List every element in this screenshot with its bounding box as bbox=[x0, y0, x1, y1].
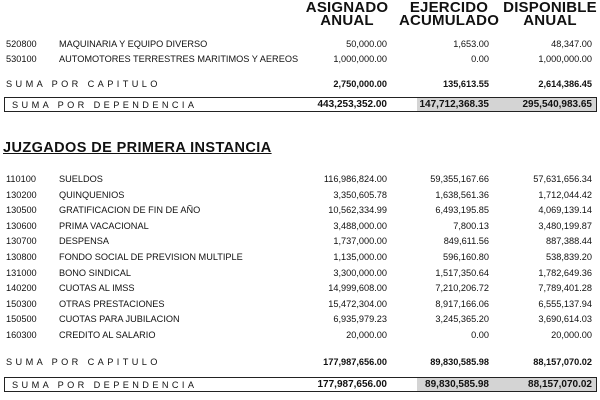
row-asignado: 50,000.00 bbox=[346, 39, 387, 49]
row-ejercido: 59,355,167.66 bbox=[430, 174, 489, 184]
row-ejercido: 8,917,166.06 bbox=[435, 299, 489, 309]
suma-dependencia-disponible: 88,157,070.02 bbox=[528, 379, 592, 390]
row-code: 110100 bbox=[6, 174, 36, 184]
table-row bbox=[0, 203, 600, 217]
row-description: SUELDOS bbox=[59, 174, 103, 184]
suma-dependencia-label: SUMA POR DEPENDENCIA bbox=[12, 100, 198, 110]
row-description: QUINQUENIOS bbox=[59, 190, 125, 200]
suma-dependencia-label: SUMA POR DEPENDENCIA bbox=[12, 380, 198, 390]
row-asignado: 15,472,304.00 bbox=[328, 299, 387, 309]
suma-dependencia-ejercido: 147,712,368.35 bbox=[419, 99, 489, 110]
row-asignado: 1,000,000.00 bbox=[333, 54, 387, 64]
row-disponible: 1,782,649.36 bbox=[538, 268, 592, 278]
row-disponible: 887,388.44 bbox=[546, 236, 592, 246]
row-disponible: 1,000,000.00 bbox=[538, 54, 592, 64]
row-asignado: 14,999,608.00 bbox=[328, 283, 387, 293]
suma-capitulo-disponible: 2,614,386.45 bbox=[538, 79, 592, 89]
header-ejercido-acumulado bbox=[398, 1, 500, 27]
row-ejercido: 7,800.13 bbox=[453, 221, 489, 231]
table-row bbox=[0, 219, 600, 233]
table-row bbox=[0, 312, 600, 326]
suma-dependencia-row bbox=[0, 98, 600, 112]
row-disponible: 57,631,656.34 bbox=[533, 174, 592, 184]
suma-capitulo-disponible: 88,157,070.02 bbox=[533, 357, 592, 367]
row-description: FONDO SOCIAL DE PREVISION MULTIPLE bbox=[59, 252, 243, 262]
row-code: 130800 bbox=[6, 252, 37, 262]
row-code: 530100 bbox=[6, 54, 37, 64]
table-row bbox=[0, 37, 600, 51]
row-code: 130200 bbox=[6, 190, 37, 200]
header-disponible-anual bbox=[496, 1, 600, 27]
row-code: 140200 bbox=[6, 283, 37, 293]
header-disponible-line2: ANUAL bbox=[523, 12, 577, 29]
row-disponible: 7,789,401.28 bbox=[538, 283, 592, 293]
suma-capitulo-label: SUMA POR CAPITULO bbox=[6, 79, 161, 89]
row-ejercido: 1,638,561.36 bbox=[435, 190, 489, 200]
row-asignado: 10,562,334.99 bbox=[328, 205, 387, 215]
table-row bbox=[0, 297, 600, 311]
row-description: MAQUINARIA Y EQUIPO DIVERSO bbox=[59, 39, 208, 49]
table-row bbox=[0, 234, 600, 248]
row-disponible: 6,555,137.94 bbox=[538, 299, 592, 309]
header-asignado-line2: ANUAL bbox=[320, 12, 374, 29]
table-row bbox=[0, 266, 600, 280]
suma-capitulo-row bbox=[0, 77, 600, 91]
row-description: CREDITO AL SALARIO bbox=[59, 330, 156, 340]
row-asignado: 116,986,824.00 bbox=[323, 174, 387, 184]
row-ejercido: 0.00 bbox=[471, 330, 489, 340]
row-code: 520800 bbox=[6, 39, 37, 49]
row-ejercido: 596,160.80 bbox=[443, 252, 489, 262]
suma-capitulo-asignado: 177,987,656.00 bbox=[323, 357, 387, 367]
row-asignado: 3,488,000.00 bbox=[333, 221, 387, 231]
suma-dependencia-row bbox=[0, 378, 600, 392]
row-ejercido: 0.00 bbox=[471, 54, 489, 64]
row-description: AUTOMOTORES TERRESTRES MARITIMOS Y AEREOS bbox=[59, 54, 299, 64]
row-disponible: 1,712,044.42 bbox=[538, 190, 592, 200]
row-ejercido: 7,210,206.72 bbox=[435, 283, 489, 293]
table-row bbox=[0, 172, 600, 186]
table-row bbox=[0, 281, 600, 295]
row-disponible: 20,000.00 bbox=[551, 330, 592, 340]
row-description: GRATIFICACION DE FIN DE AÑO bbox=[59, 205, 201, 215]
row-ejercido: 3,245,365.20 bbox=[435, 314, 489, 324]
row-description: CUOTAS PARA JUBILACION bbox=[59, 314, 180, 324]
row-asignado: 3,350,605.78 bbox=[333, 190, 387, 200]
suma-capitulo-row bbox=[0, 355, 600, 369]
row-disponible: 3,480,199.87 bbox=[538, 221, 592, 231]
suma-dependencia-ejercido: 89,830,585.98 bbox=[425, 379, 489, 390]
row-disponible: 4,069,139.14 bbox=[538, 205, 592, 215]
row-code: 150300 bbox=[6, 299, 37, 309]
row-code: 130700 bbox=[6, 236, 37, 246]
table-row bbox=[0, 188, 600, 202]
table-row bbox=[0, 250, 600, 264]
row-description: CUOTAS AL IMSS bbox=[59, 283, 135, 293]
suma-dependencia-asignado: 443,253,352.00 bbox=[317, 99, 387, 110]
row-ejercido: 1,517,350.64 bbox=[435, 268, 489, 278]
row-description: PRIMA VACACIONAL bbox=[59, 221, 149, 231]
suma-capitulo-asignado: 2,750,000.00 bbox=[333, 79, 387, 89]
row-disponible: 3,690,614.03 bbox=[538, 314, 592, 324]
suma-capitulo-ejercido: 135,613.55 bbox=[443, 79, 489, 89]
row-code: 130600 bbox=[6, 221, 37, 231]
row-code: 150500 bbox=[6, 314, 37, 324]
header-disponible-line1: DISPONIBLE bbox=[503, 0, 597, 16]
row-asignado: 1,737,000.00 bbox=[333, 236, 387, 246]
section-title: JUZGADOS DE PRIMERA INSTANCIA bbox=[3, 140, 272, 156]
row-code: 160300 bbox=[6, 330, 37, 340]
row-asignado: 3,300,000.00 bbox=[333, 268, 387, 278]
header-ejercido-line2: ACUMULADO bbox=[398, 12, 500, 29]
row-asignado: 6,935,979.23 bbox=[333, 314, 387, 324]
row-ejercido: 6,493,195.85 bbox=[435, 205, 489, 215]
suma-dependencia-asignado: 177,987,656.00 bbox=[317, 379, 387, 390]
row-asignado: 1,135,000.00 bbox=[333, 252, 387, 262]
suma-capitulo-ejercido: 89,830,585.98 bbox=[430, 357, 489, 367]
header-asignado-anual bbox=[297, 1, 397, 27]
row-code: 130500 bbox=[6, 205, 37, 215]
row-ejercido: 849,611.56 bbox=[443, 236, 489, 246]
row-disponible: 538,839.20 bbox=[546, 252, 592, 262]
header-asignado-line1: ASIGNADO bbox=[305, 0, 389, 16]
row-asignado: 20,000.00 bbox=[346, 330, 387, 340]
row-code: 131000 bbox=[6, 268, 37, 278]
table-row bbox=[0, 328, 600, 342]
row-description: BONO SINDICAL bbox=[59, 268, 131, 278]
suma-capitulo-label: SUMA POR CAPITULO bbox=[6, 357, 161, 367]
header-ejercido-line1: EJERCIDO bbox=[409, 0, 489, 16]
row-ejercido: 1,653.00 bbox=[453, 39, 489, 49]
row-description: DESPENSA bbox=[59, 236, 110, 246]
row-description: OTRAS PRESTACIONES bbox=[59, 299, 165, 309]
suma-dependencia-disponible: 295,540,983.65 bbox=[522, 99, 592, 110]
row-disponible: 48,347.00 bbox=[551, 39, 592, 49]
table-row bbox=[0, 52, 600, 66]
